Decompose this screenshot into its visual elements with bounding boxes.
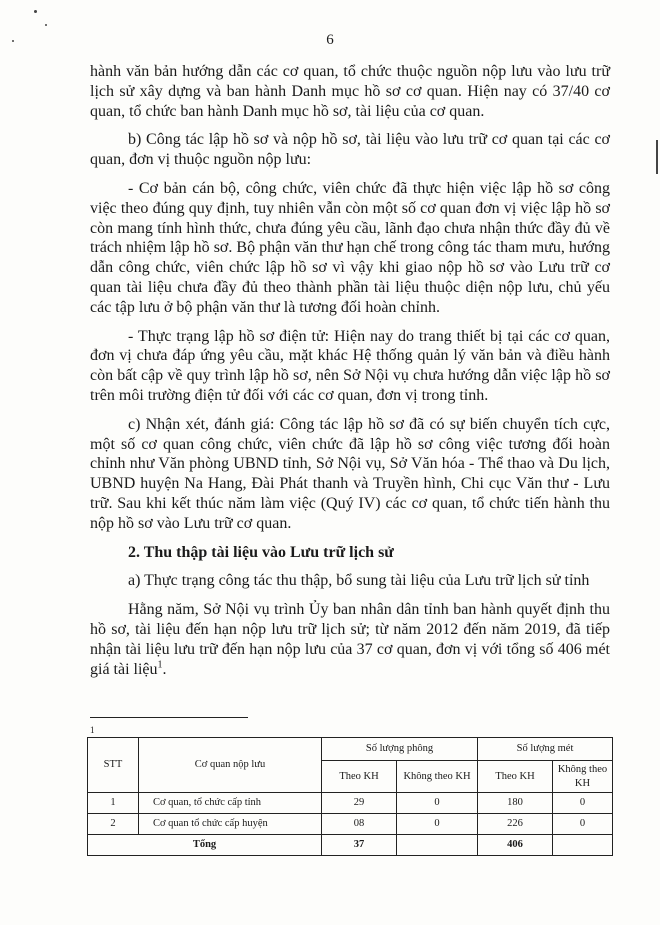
- paragraph-tail: .: [162, 660, 167, 678]
- table-header-khong-theo-kh: Không theo KH: [397, 761, 478, 793]
- paragraph-text: Hằng năm, Sở Nội vụ trình Ủy ban nhân dân tỉnh ban hành quyết định thu hồ sơ, tài liệu đến hạn nộp lưu trữ lịch sử; từ năm 2012 đến năm 2019, đã tiếp nhận tài liệu lưu trữ đến hạn nộp lưu của 37 cơ quan, đơn vị với tổng số 406 mét giá tài liệu: [90, 601, 610, 678]
- table-total-phong: 37: [322, 835, 397, 856]
- table-cell: 08: [322, 814, 397, 835]
- paragraph: hành văn bản hướng dẫn các cơ quan, tổ chức thuộc nguồn nộp lưu vào lưu trữ lịch sử xây dựng và ban hành Danh mục hồ sơ cơ quan. Hiện nay có 37/40 cơ quan, tổ chức ban hành Danh mục hồ sơ, tài liệu của cơ quan.: [90, 63, 610, 120]
- scan-speck: [12, 40, 14, 42]
- page-number: 6: [326, 32, 334, 48]
- paragraph-with-footnote: [90, 600, 610, 679]
- table-header-khong-theo-kh: Không theo KH: [553, 761, 613, 793]
- table-header-theo-kh: Theo KH: [478, 761, 553, 793]
- table-cell-stt: 2: [88, 814, 139, 835]
- paragraph: - Thực trạng lập hồ sơ điện tử: Hiện nay do trang thiết bị tại các cơ quan, đơn vị chưa đáp ứng yêu cầu, mặt khác Hệ thống quản lý văn bản và điều hành còn bất cập về quy trình lập hồ sơ, nên Sở Nội vụ chưa hướng dẫn việc lập hồ sơ trên môi trường điện tử đối với các cơ quan, đơn vị trong tỉnh.: [90, 327, 610, 404]
- footnote-table: [87, 737, 613, 856]
- footnote-reference[interactable]: 1: [157, 659, 163, 671]
- table-row: [88, 793, 613, 814]
- table-total-label: Tổng: [88, 835, 322, 856]
- table-header-agency: Cơ quan nộp lưu: [139, 738, 322, 793]
- table-header-stt: STT: [88, 738, 139, 793]
- table-cell: 0: [553, 793, 613, 814]
- table-cell: 226: [478, 814, 553, 835]
- table-total-met: 406: [478, 835, 553, 856]
- footnote-separator: [90, 717, 248, 718]
- paragraph: b) Công tác lập hồ sơ và nộp hồ sơ, tài liệu vào lưu trữ cơ quan tại các cơ quan, đơn vị thuộc nguồn nộp lưu:: [90, 131, 610, 169]
- table-cell: 180: [478, 793, 553, 814]
- table-header-theo-kh: Theo KH: [322, 761, 397, 793]
- table-cell-empty: [397, 835, 478, 856]
- scan-speck: [45, 24, 47, 26]
- table-cell-empty: [553, 835, 613, 856]
- table-cell: 0: [553, 814, 613, 835]
- table-cell: 29: [322, 793, 397, 814]
- table-total-row: [88, 835, 613, 856]
- table-cell: 0: [397, 793, 478, 814]
- table-cell-stt: 1: [88, 793, 139, 814]
- document-body: [90, 62, 610, 688]
- paragraph: - Cơ bản cán bộ, công chức, viên chức đã thực hiện việc lập hồ sơ công việc theo đúng quy định, tuy nhiên vẫn còn một số cơ quan đơn vị việc lập hồ sơ còn mang tính hình thức, chưa đúng yêu cầu, lãnh đạo chưa nhận thức đầy đủ về trách nhiệm lập hồ sơ. Bộ phận văn thư hạn chế trong công tác tham mưu, hướng dẫn công chức, viên chức lập hồ sơ vì vậy khi giao nộp hồ sơ vào Lưu trữ cơ quan tài liệu chưa đầy đủ theo thành phần tài liệu thuộc diện nộp lưu, chủ yếu các tập lưu ở bộ phận văn thư là tương đối hoàn chỉnh.: [90, 179, 610, 316]
- paragraph: a) Thực trạng công tác thu thập, bổ sung tài liệu của Lưu trữ lịch sử tỉnh: [128, 572, 590, 590]
- table-header-phong: Số lượng phông: [322, 738, 478, 761]
- footnote-marker: 1: [90, 725, 95, 735]
- table-cell-agency: Cơ quan, tổ chức cấp tỉnh: [139, 793, 322, 814]
- table-header-met: Số lượng mét: [478, 738, 613, 761]
- section-heading: 2. Thu thập tài liệu vào Lưu trữ lịch sử: [128, 543, 394, 561]
- paragraph: c) Nhận xét, đánh giá: Công tác lập hồ sơ đã có sự biến chuyển tích cực, một số cơ quan công chức, viên chức đã lập hồ sơ công việc tương đối hoàn chỉnh như Văn phòng UBND tỉnh, Sở Nội vụ, Sở Văn hóa - Thể thao và Du lịch, UBND huyện Na Hang, Đài Phát thanh và Truyền hình, Chi cục Văn thư - Lưu trữ. Sau khi kết thúc năm làm việc (Quý IV) các cơ quan, tổ chức tiến hành thu nộp hồ sơ vào Lưu trữ cơ quan.: [90, 415, 610, 532]
- table-row: [88, 814, 613, 835]
- table-cell: 0: [397, 814, 478, 835]
- scan-edge-mark: [656, 140, 658, 174]
- table-cell-agency: Cơ quan tổ chức cấp huyện: [139, 814, 322, 835]
- scan-speck: [34, 10, 37, 13]
